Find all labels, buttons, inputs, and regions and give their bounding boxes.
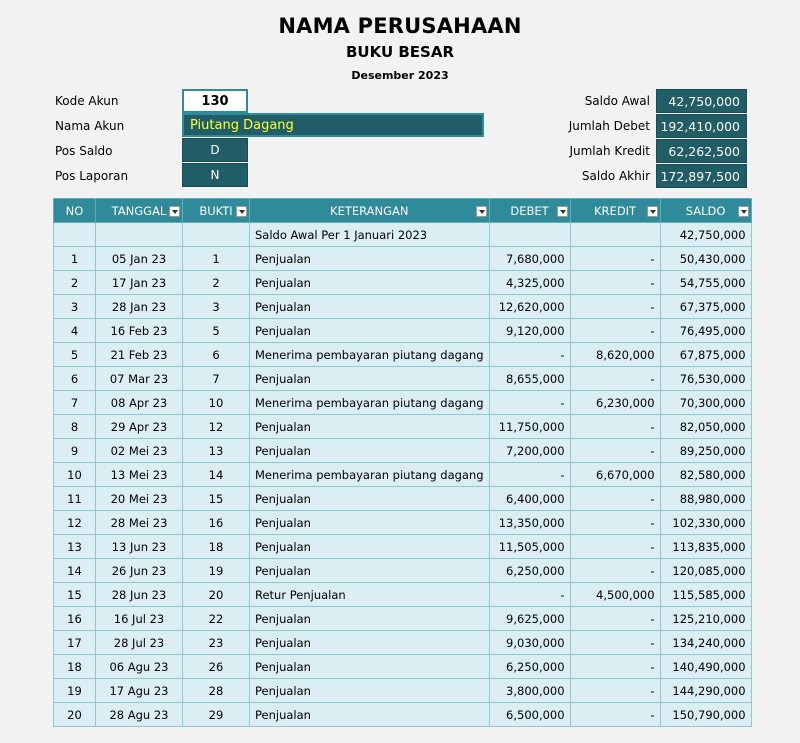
keterangan-cell[interactable]: Retur Penjualan <box>250 583 490 607</box>
tanggal-cell[interactable]: 28 Jun 23 <box>96 583 183 607</box>
jumlah-debet-label: Jumlah Debet <box>568 119 650 133</box>
table-row <box>54 439 752 463</box>
bukti-cell[interactable]: 15 <box>183 487 250 511</box>
tanggal-cell[interactable]: 29 Apr 23 <box>96 415 183 439</box>
filter-dropdown-icon[interactable] <box>738 206 749 217</box>
bukti-cell[interactable]: 22 <box>183 607 250 631</box>
debet-cell[interactable]: - <box>489 343 570 367</box>
table-row <box>54 607 752 631</box>
filter-dropdown-icon[interactable] <box>557 206 568 217</box>
no-cell[interactable]: 13 <box>54 535 96 559</box>
table-row <box>54 487 752 511</box>
kredit-cell[interactable]: - <box>570 247 660 271</box>
keterangan-cell[interactable]: Penjualan <box>250 247 490 271</box>
debet-cell[interactable]: - <box>489 583 570 607</box>
bukti-cell[interactable]: 10 <box>183 391 250 415</box>
no-cell[interactable]: 2 <box>54 271 96 295</box>
pos-saldo-label: Pos Saldo <box>55 144 113 158</box>
saldo-akhir-value: 172,897,500 <box>656 164 747 188</box>
keterangan-cell[interactable]: Penjualan <box>250 319 490 343</box>
header-no <box>54 199 96 223</box>
keterangan-cell[interactable]: Penjualan <box>250 487 490 511</box>
no-cell[interactable]: 4 <box>54 319 96 343</box>
tanggal-cell[interactable]: 28 Mei 23 <box>96 511 183 535</box>
debet-cell[interactable]: - <box>489 463 570 487</box>
kredit-cell[interactable]: - <box>570 703 660 727</box>
tanggal-cell[interactable]: 20 Mei 23 <box>96 487 183 511</box>
saldo-cell[interactable]: 76,495,000 <box>660 319 751 343</box>
bukti-cell[interactable]: 12 <box>183 415 250 439</box>
filter-dropdown-icon[interactable] <box>169 206 180 217</box>
bukti-cell[interactable]: 18 <box>183 535 250 559</box>
debet-cell[interactable]: - <box>489 391 570 415</box>
saldo-awal-value: 42,750,000 <box>656 89 747 113</box>
header-saldo <box>660 199 751 223</box>
jumlah-debet-value: 192,410,000 <box>656 114 747 138</box>
debet-cell[interactable]: 11,505,000 <box>489 535 570 559</box>
book-title: BUKU BESAR <box>345 43 455 61</box>
debet-cell[interactable] <box>489 223 570 247</box>
header-tanggal-label: TANGGAL <box>111 203 167 218</box>
table-row <box>54 631 752 655</box>
filter-dropdown-icon[interactable] <box>476 206 487 217</box>
no-cell[interactable]: 15 <box>54 583 96 607</box>
header-debet <box>489 199 570 223</box>
no-cell[interactable] <box>54 223 96 247</box>
saldo-cell[interactable]: 54,755,000 <box>660 271 751 295</box>
tanggal-cell[interactable]: 28 Agu 23 <box>96 703 183 727</box>
keterangan-cell[interactable]: Menerima pembayaran piutang dagang <box>250 391 490 415</box>
tanggal-cell[interactable]: 05 Jan 23 <box>96 247 183 271</box>
tanggal-cell[interactable]: 21 Feb 23 <box>96 343 183 367</box>
bukti-cell[interactable]: 7 <box>183 367 250 391</box>
table-row <box>54 583 752 607</box>
kredit-cell[interactable]: - <box>570 439 660 463</box>
kredit-cell[interactable]: - <box>570 415 660 439</box>
filter-dropdown-icon[interactable] <box>647 206 658 217</box>
table-row <box>54 463 752 487</box>
tanggal-cell[interactable]: 17 Jan 23 <box>96 271 183 295</box>
keterangan-cell[interactable]: Penjualan <box>250 655 490 679</box>
table-row <box>54 271 752 295</box>
kredit-cell[interactable]: - <box>570 487 660 511</box>
table-row <box>54 391 752 415</box>
keterangan-cell[interactable]: Penjualan <box>250 367 490 391</box>
debet-cell[interactable]: 6,250,000 <box>489 559 570 583</box>
table-row <box>54 367 752 391</box>
bukti-cell[interactable]: 2 <box>183 271 250 295</box>
saldo-cell[interactable]: 67,375,000 <box>660 295 751 319</box>
bukti-cell[interactable]: 14 <box>183 463 250 487</box>
debet-cell[interactable]: 11,750,000 <box>489 415 570 439</box>
saldo-cell[interactable]: 76,530,000 <box>660 367 751 391</box>
pos-saldo-field: D <box>182 138 248 162</box>
bukti-cell[interactable]: 20 <box>183 583 250 607</box>
saldo-cell[interactable]: 88,980,000 <box>660 487 751 511</box>
tanggal-cell[interactable]: 13 Mei 23 <box>96 463 183 487</box>
table-row <box>54 559 752 583</box>
kredit-cell[interactable]: 4,500,000 <box>570 583 660 607</box>
jumlah-kredit-label: Jumlah Kredit <box>569 144 650 158</box>
no-cell[interactable]: 10 <box>54 463 96 487</box>
header-saldo-label: SALDO <box>685 203 726 218</box>
saldo-cell[interactable]: 125,210,000 <box>660 607 751 631</box>
tanggal-cell[interactable]: 28 Jan 23 <box>96 295 183 319</box>
no-cell[interactable]: 16 <box>54 607 96 631</box>
bukti-cell[interactable]: 13 <box>183 439 250 463</box>
bukti-cell[interactable] <box>183 223 250 247</box>
saldo-akhir-label: Saldo Akhir <box>581 169 650 183</box>
kredit-cell[interactable] <box>570 223 660 247</box>
saldo-cell[interactable]: 89,250,000 <box>660 439 751 463</box>
bukti-cell[interactable]: 26 <box>183 655 250 679</box>
nama-akun-field: Piutang Dagang <box>182 113 484 137</box>
bukti-cell[interactable]: 3 <box>183 295 250 319</box>
keterangan-cell[interactable]: Penjualan <box>250 607 490 631</box>
table-row <box>54 415 752 439</box>
kredit-cell[interactable]: - <box>570 559 660 583</box>
kredit-cell[interactable]: - <box>570 607 660 631</box>
debet-cell[interactable]: 3,800,000 <box>489 679 570 703</box>
kredit-cell[interactable]: - <box>570 511 660 535</box>
kredit-cell[interactable]: - <box>570 319 660 343</box>
kredit-cell[interactable]: - <box>570 631 660 655</box>
no-cell[interactable]: 5 <box>54 343 96 367</box>
tanggal-cell[interactable]: 16 Jul 23 <box>96 607 183 631</box>
ledger-body <box>54 223 752 727</box>
table-header-row <box>54 199 752 223</box>
debet-cell[interactable]: 7,680,000 <box>489 247 570 271</box>
saldo-cell[interactable]: 120,085,000 <box>660 559 751 583</box>
table-row <box>54 703 752 727</box>
ledger-table <box>53 198 752 727</box>
keterangan-cell[interactable]: Penjualan <box>250 679 490 703</box>
debet-cell[interactable]: 7,200,000 <box>489 439 570 463</box>
kredit-cell[interactable]: - <box>570 679 660 703</box>
no-cell[interactable]: 6 <box>54 367 96 391</box>
header-kredit-label: KREDIT <box>594 203 637 218</box>
keterangan-cell[interactable]: Menerima pembayaran piutang dagang <box>250 343 490 367</box>
saldo-cell[interactable]: 115,585,000 <box>660 583 751 607</box>
keterangan-cell[interactable]: Menerima pembayaran piutang dagang <box>250 463 490 487</box>
debet-cell[interactable]: 12,620,000 <box>489 295 570 319</box>
jumlah-kredit-value: 62,262,500 <box>656 139 747 163</box>
keterangan-cell[interactable]: Saldo Awal Per 1 Januari 2023 <box>250 223 490 247</box>
header-bukti-label: BUKTI <box>199 203 233 218</box>
company-title: NAMA PERUSAHAAN <box>278 14 522 38</box>
period-label: Desember 2023 <box>351 69 449 82</box>
keterangan-cell[interactable]: Penjualan <box>250 631 490 655</box>
tanggal-cell[interactable]: 13 Jun 23 <box>96 535 183 559</box>
saldo-cell[interactable]: 113,835,000 <box>660 535 751 559</box>
saldo-cell[interactable]: 144,290,000 <box>660 679 751 703</box>
no-cell[interactable]: 7 <box>54 391 96 415</box>
debet-cell[interactable]: 6,500,000 <box>489 703 570 727</box>
tanggal-cell[interactable]: 17 Agu 23 <box>96 679 183 703</box>
kredit-cell[interactable]: 6,230,000 <box>570 391 660 415</box>
header-debet-label: DEBET <box>510 203 549 218</box>
bukti-cell[interactable]: 1 <box>183 247 250 271</box>
header-tanggal <box>96 199 183 223</box>
keterangan-cell[interactable]: Penjualan <box>250 271 490 295</box>
filter-dropdown-icon[interactable] <box>236 206 247 217</box>
bukti-cell[interactable]: 23 <box>183 631 250 655</box>
header-keterangan <box>250 199 490 223</box>
debet-cell[interactable]: 8,655,000 <box>489 367 570 391</box>
keterangan-cell[interactable]: Penjualan <box>250 535 490 559</box>
table-row <box>54 247 752 271</box>
kredit-cell[interactable]: 8,620,000 <box>570 343 660 367</box>
no-cell[interactable]: 8 <box>54 415 96 439</box>
debet-cell[interactable]: 4,325,000 <box>489 271 570 295</box>
debet-cell[interactable]: 9,030,000 <box>489 631 570 655</box>
saldo-cell[interactable]: 42,750,000 <box>660 223 751 247</box>
table-row <box>54 535 752 559</box>
saldo-cell[interactable]: 82,580,000 <box>660 463 751 487</box>
no-cell[interactable]: 14 <box>54 559 96 583</box>
saldo-cell[interactable]: 134,240,000 <box>660 631 751 655</box>
bukti-cell[interactable]: 5 <box>183 319 250 343</box>
no-cell[interactable]: 19 <box>54 679 96 703</box>
kredit-cell[interactable]: - <box>570 271 660 295</box>
debet-cell[interactable]: 13,350,000 <box>489 511 570 535</box>
saldo-cell[interactable]: 150,790,000 <box>660 703 751 727</box>
saldo-cell[interactable]: 67,875,000 <box>660 343 751 367</box>
keterangan-cell[interactable]: Penjualan <box>250 439 490 463</box>
no-cell[interactable]: 17 <box>54 631 96 655</box>
no-cell[interactable]: 3 <box>54 295 96 319</box>
kredit-cell[interactable]: - <box>570 535 660 559</box>
bukti-cell[interactable]: 19 <box>183 559 250 583</box>
debet-cell[interactable]: 6,400,000 <box>489 487 570 511</box>
no-cell[interactable]: 18 <box>54 655 96 679</box>
table-row <box>54 655 752 679</box>
kredit-cell[interactable]: 6,670,000 <box>570 463 660 487</box>
debet-cell[interactable]: 9,120,000 <box>489 319 570 343</box>
no-cell[interactable]: 11 <box>54 487 96 511</box>
bukti-cell[interactable]: 28 <box>183 679 250 703</box>
saldo-cell[interactable]: 82,050,000 <box>660 415 751 439</box>
nama-akun-label: Nama Akun <box>55 119 125 133</box>
tanggal-cell[interactable]: 02 Mei 23 <box>96 439 183 463</box>
header-kredit <box>570 199 660 223</box>
saldo-cell[interactable]: 140,490,000 <box>660 655 751 679</box>
table-row <box>54 295 752 319</box>
table-row <box>54 319 752 343</box>
tanggal-cell[interactable]: 06 Agu 23 <box>96 655 183 679</box>
debet-cell[interactable]: 9,625,000 <box>489 607 570 631</box>
bukti-cell[interactable]: 16 <box>183 511 250 535</box>
header-keterangan-label: KETERANGAN <box>330 203 409 218</box>
keterangan-cell[interactable]: Penjualan <box>250 295 490 319</box>
keterangan-cell[interactable]: Penjualan <box>250 559 490 583</box>
kredit-cell[interactable]: - <box>570 367 660 391</box>
saldo-cell[interactable]: 102,330,000 <box>660 511 751 535</box>
pos-laporan-label: Pos Laporan <box>55 169 129 183</box>
kode-akun-input[interactable]: 130 <box>182 89 248 113</box>
keterangan-cell[interactable]: Penjualan <box>250 703 490 727</box>
table-row <box>54 511 752 535</box>
kode-akun-label: Kode Akun <box>55 94 119 108</box>
no-cell[interactable]: 20 <box>54 703 96 727</box>
keterangan-cell[interactable]: Penjualan <box>250 511 490 535</box>
header-no-label: NO <box>65 203 84 218</box>
pos-laporan-field: N <box>182 163 248 187</box>
saldo-cell[interactable]: 50,430,000 <box>660 247 751 271</box>
tanggal-cell[interactable]: 28 Jul 23 <box>96 631 183 655</box>
keterangan-cell[interactable]: Penjualan <box>250 415 490 439</box>
debet-cell[interactable]: 6,250,000 <box>489 655 570 679</box>
table-row <box>54 679 752 703</box>
tanggal-cell[interactable]: 26 Jun 23 <box>96 559 183 583</box>
tanggal-cell[interactable] <box>96 223 183 247</box>
table-row <box>54 223 752 247</box>
no-cell[interactable]: 12 <box>54 511 96 535</box>
header-bukti <box>183 199 250 223</box>
no-cell[interactable]: 9 <box>54 439 96 463</box>
tanggal-cell[interactable]: 16 Feb 23 <box>96 319 183 343</box>
saldo-cell[interactable]: 70,300,000 <box>660 391 751 415</box>
saldo-awal-label: Saldo Awal <box>584 94 650 108</box>
kredit-cell[interactable]: - <box>570 295 660 319</box>
no-cell[interactable]: 1 <box>54 247 96 271</box>
tanggal-cell[interactable]: 07 Mar 23 <box>96 367 183 391</box>
bukti-cell[interactable]: 6 <box>183 343 250 367</box>
bukti-cell[interactable]: 29 <box>183 703 250 727</box>
kredit-cell[interactable]: - <box>570 655 660 679</box>
table-row <box>54 343 752 367</box>
tanggal-cell[interactable]: 08 Apr 23 <box>96 391 183 415</box>
